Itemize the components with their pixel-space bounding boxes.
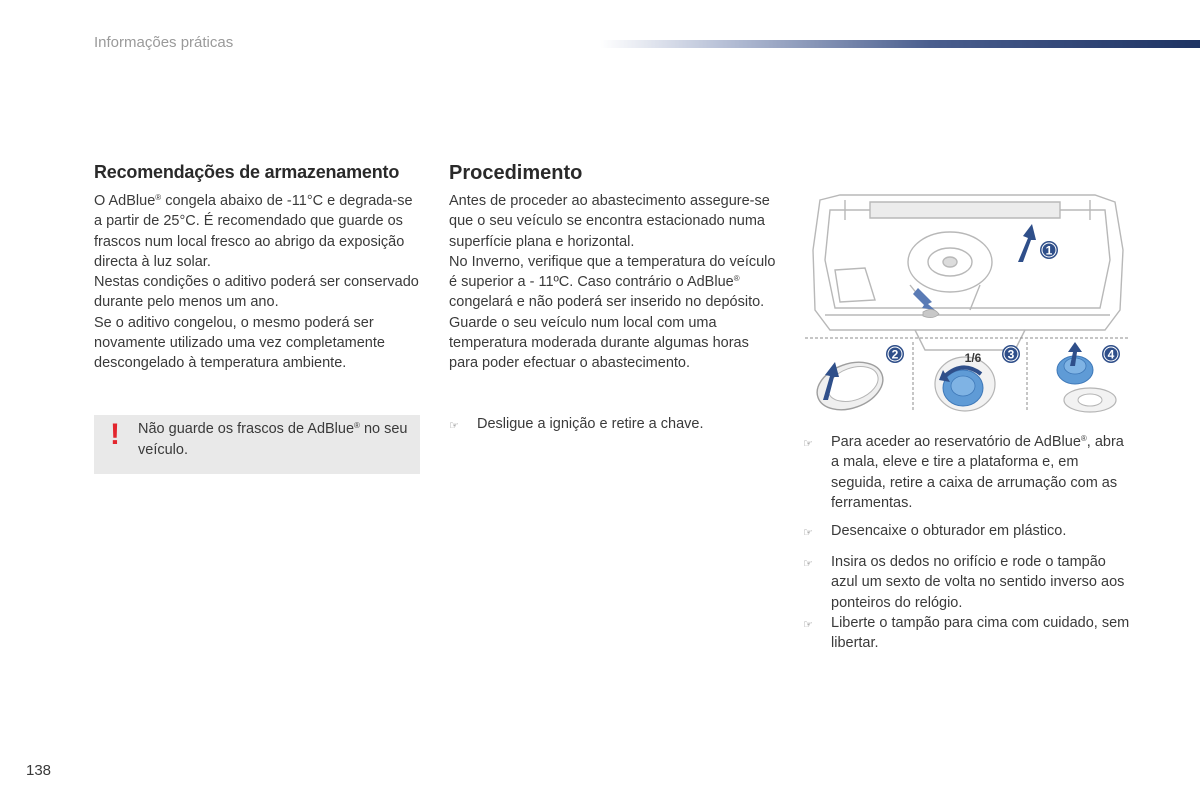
step-1-text-start: Para aceder ao reservatório de AdBlue	[831, 434, 1081, 450]
storage-p1-start: O AdBlue	[94, 193, 156, 209]
step-4-text: Liberte o tampão para cima com cuidado, sem libertar.	[831, 615, 1130, 652]
registered-mark: ®	[1080, 434, 1087, 443]
pointing-hand-icon: ☞	[803, 619, 813, 631]
storage-paragraph-2: Nestas condições o aditivo poderá ser conservado durante pelo menos um ano.	[94, 274, 419, 311]
plastic-plug	[923, 309, 939, 317]
registered-mark: ®	[354, 421, 360, 430]
svg-text:4: 4	[1107, 347, 1115, 362]
storage-heading: Recomendações de armazenamento	[94, 162, 400, 182]
svg-text:1: 1	[1045, 243, 1053, 258]
pointing-hand-icon: ☞	[449, 420, 459, 432]
procedure-p2-end: congelará e não poderá ser inserido no depósito. Guarde o seu veículo num local com uma temperatura moderada durante algumas horas para poder efectuar o abastecimento.	[449, 294, 765, 372]
storage-p1-end: congela abaixo de -11°C e degrada-se a partir de 25°C. É recomendado que guarde os frascos num local fresco ao abrigo da exposição directa à luz solar.	[94, 193, 413, 270]
panel-3-rotate-cap	[935, 345, 1020, 411]
pointing-hand-icon: ☞	[803, 558, 813, 570]
storage-text	[94, 191, 424, 374]
warning-text-end: no seu veículo.	[138, 421, 408, 458]
procedure-p2-start: No Inverno, verifique que a temperatura do veículo é superior a - 11ºC. Caso contrário o AdBlue	[449, 253, 776, 291]
pointing-hand-icon: ☞	[803, 527, 813, 539]
step-1-text	[831, 432, 1131, 513]
svg-text:2: 2	[891, 347, 899, 362]
procedure-step-1-text: Desligue a ignição e retire a chave.	[477, 416, 704, 432]
adblue-tank-illustration	[805, 190, 1130, 415]
registered-mark: ®	[733, 274, 740, 284]
step-1-text-end: , abra a mala, eleve e tire a plataforma e, em seguida, retire a caixa de arrumação com as ferramentas.	[831, 434, 1124, 511]
warning-icon: !	[110, 418, 120, 451]
registered-mark: ®	[155, 193, 162, 202]
storage-paragraph-1	[94, 191, 424, 272]
storage-paragraph-3: Se o aditivo congelou, o mesmo poderá ser novamente utilizado uma vez completamente descongelado à temperatura ambiente.	[94, 314, 385, 372]
lift-arrow-icon	[1018, 224, 1036, 262]
procedure-paragraph-2	[449, 252, 779, 374]
procedure-text	[449, 191, 779, 374]
procedure-paragraph-1: Antes de proceder ao abastecimento assegure-se que o seu veículo se encontra estacionado numa superfície plana e horizontal.	[449, 193, 770, 250]
panel-2-plug-removal	[811, 345, 904, 415]
pointer-arrow-icon	[913, 288, 935, 310]
car-boot-drawing	[813, 195, 1123, 350]
panel-4-lift-cap	[1057, 342, 1120, 412]
warning-text-start: Não guarde os frascos de AdBlue	[138, 421, 355, 437]
step-1-badge	[1040, 241, 1058, 259]
procedure-heading: Procedimento	[449, 162, 583, 184]
section-title: Informações práticas	[94, 34, 234, 51]
step-2-text: Desencaixe o obturador em plástico.	[831, 523, 1067, 539]
pointing-hand-icon: ☞	[803, 438, 813, 450]
svg-text:3: 3	[1007, 347, 1015, 362]
header-gradient-bar	[600, 40, 1200, 48]
page-number: 138	[26, 762, 52, 779]
warning-text	[138, 419, 413, 460]
step-3-text: Insira os dedos no orifício e rode o tampão azul um sexto de volta no sentido inverso aos ponteiros do relógio.	[831, 554, 1125, 611]
rotation-fraction-label: 1/6	[964, 351, 982, 365]
